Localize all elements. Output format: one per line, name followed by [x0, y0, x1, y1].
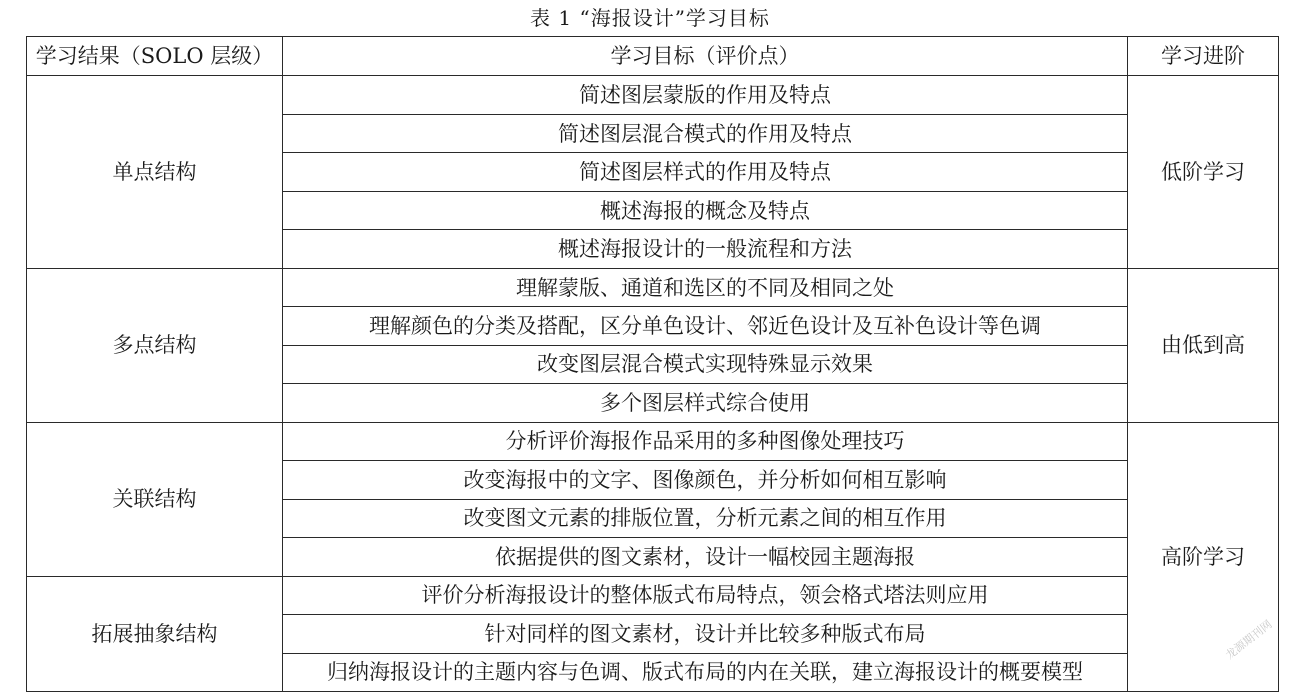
- goal-cell: 简述图层蒙版的作用及特点: [283, 76, 1128, 114]
- header-goal: 学习目标（评价点）: [283, 37, 1128, 76]
- table-row: [27, 76, 1279, 114]
- goal-cell: 归纳海报设计的主题内容与色调、版式布局的内在关联，建立海报设计的概要模型: [283, 653, 1128, 692]
- goal-cell: 评价分析海报设计的整体版式布局特点，领会格式塔法则应用: [283, 576, 1128, 614]
- goal-cell: 概述海报的概念及特点: [283, 191, 1128, 229]
- watermark: 龙源期刊网: [1223, 617, 1275, 662]
- table-row: [27, 268, 1279, 306]
- level-cell-extended-abstract: 拓展抽象结构: [27, 576, 283, 691]
- level-cell-multistructural: 多点结构: [27, 268, 283, 422]
- table-header-row: [27, 37, 1279, 76]
- goal-cell: 理解蒙版、通道和选区的不同及相同之处: [283, 268, 1128, 306]
- goal-cell: 分析评价海报作品采用的多种图像处理技巧: [283, 422, 1128, 460]
- stage-cell-high: 高阶学习: [1128, 422, 1279, 691]
- goal-cell: 改变图层混合模式实现特殊显示效果: [283, 345, 1128, 383]
- goal-cell: 理解颜色的分类及搭配，区分单色设计、邻近色设计及互补色设计等色调: [283, 307, 1128, 345]
- goal-cell: 改变图文元素的排版位置，分析元素之间的相互作用: [283, 499, 1128, 537]
- table-row: [27, 576, 1279, 614]
- table-caption: 表 1 “海报设计”学习目标: [530, 6, 770, 30]
- level-cell-relational: 关联结构: [27, 422, 283, 576]
- table-row: [27, 422, 1279, 460]
- goal-cell: 依据提供的图文素材，设计一幅校园主题海报: [283, 538, 1128, 576]
- header-level: 学习结果（SOLO 层级）: [27, 37, 283, 76]
- goal-cell: 针对同样的图文素材，设计并比较多种版式布局: [283, 615, 1128, 653]
- stage-cell-mid: 由低到高: [1128, 268, 1279, 422]
- goal-cell: 概述海报设计的一般流程和方法: [283, 230, 1128, 268]
- level-cell-unistructural: 单点结构: [27, 76, 283, 268]
- header-stage: 学习进阶: [1128, 37, 1279, 76]
- goal-cell: 多个图层样式综合使用: [283, 384, 1128, 422]
- stage-cell-low: 低阶学习: [1128, 76, 1279, 268]
- goal-cell: 简述图层混合模式的作用及特点: [283, 114, 1128, 152]
- goal-cell: 简述图层样式的作用及特点: [283, 153, 1128, 191]
- learning-goals-table: [26, 36, 1279, 692]
- goal-cell: 改变海报中的文字、图像颜色，并分析如何相互影响: [283, 461, 1128, 499]
